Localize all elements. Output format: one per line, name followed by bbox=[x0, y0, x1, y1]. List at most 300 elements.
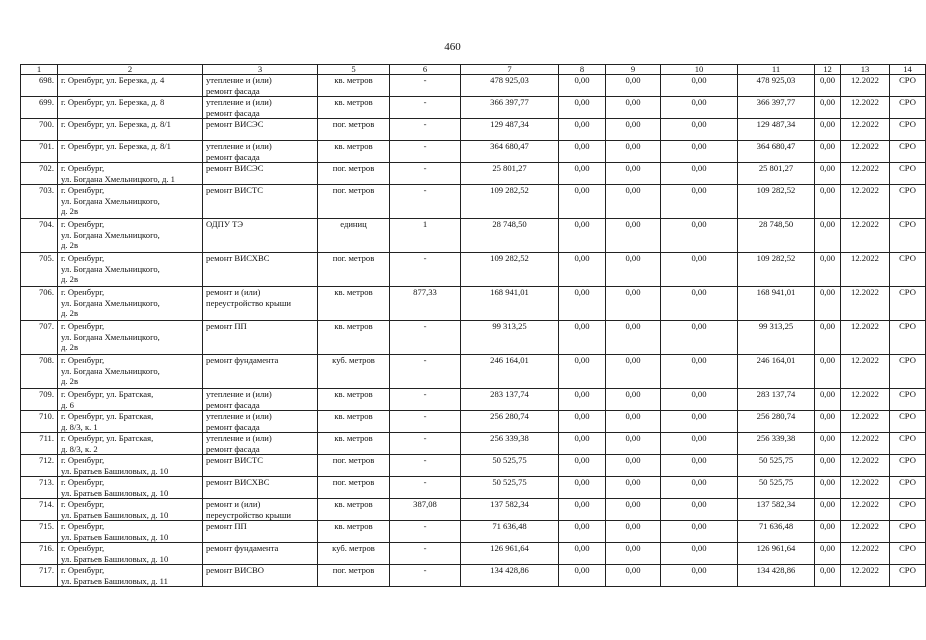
work-type-cell bbox=[203, 543, 318, 565]
unit-cell: кв. метров bbox=[318, 433, 390, 455]
address-cell-line: г. Оренбург, bbox=[61, 499, 105, 509]
other-funds-cell: 0,00 bbox=[815, 219, 841, 253]
volume-cell: 877,33 bbox=[390, 287, 461, 321]
fund-cell: 0,00 bbox=[559, 75, 606, 97]
col-header: 6 bbox=[390, 65, 461, 75]
work-type-cell-line: ремонт фасада bbox=[206, 107, 260, 118]
work-type-cell bbox=[203, 185, 318, 219]
total-cost-cell: 28 748,50 bbox=[461, 219, 559, 253]
work-type-cell bbox=[203, 219, 318, 253]
local-budget-cell: 0,00 bbox=[661, 389, 738, 411]
volume-cell: - bbox=[390, 389, 461, 411]
volume-cell: - bbox=[390, 253, 461, 287]
budget-cell: 0,00 bbox=[606, 75, 661, 97]
work-type-cell-line: ремонт ПП bbox=[206, 521, 247, 531]
volume-cell: - bbox=[390, 455, 461, 477]
col-header: 7 bbox=[461, 65, 559, 75]
total-cost-cell: 137 582,34 bbox=[461, 499, 559, 521]
row-number: 714. bbox=[21, 499, 58, 521]
volume-cell: - bbox=[390, 565, 461, 587]
deadline-cell: 12.2022 bbox=[841, 355, 890, 389]
deadline-cell: 12.2022 bbox=[841, 521, 890, 543]
owner-funds-cell: 99 313,25 bbox=[738, 321, 815, 355]
address-cell-line: д. 2в bbox=[61, 206, 79, 216]
table-row bbox=[21, 219, 926, 253]
budget-cell: 0,00 bbox=[606, 477, 661, 499]
local-budget-cell: 0,00 bbox=[661, 321, 738, 355]
row-number: 715. bbox=[21, 521, 58, 543]
work-type-cell bbox=[203, 521, 318, 543]
volume-cell: - bbox=[390, 521, 461, 543]
other-funds-cell: 0,00 bbox=[815, 521, 841, 543]
work-type-cell-line: утепление и (или) bbox=[206, 97, 272, 107]
deadline-cell: 12.2022 bbox=[841, 287, 890, 321]
other-funds-cell: 0,00 bbox=[815, 321, 841, 355]
work-type-cell-line: утепление и (или) bbox=[206, 389, 272, 399]
address-cell bbox=[58, 253, 203, 287]
col-header: 10 bbox=[661, 65, 738, 75]
address-cell bbox=[58, 455, 203, 477]
owner-funds-cell: 283 137,74 bbox=[738, 389, 815, 411]
local-budget-cell: 0,00 bbox=[661, 355, 738, 389]
fund-cell: 0,00 bbox=[559, 141, 606, 163]
work-type-cell-line: ремонт ПП bbox=[206, 321, 247, 331]
total-cost-cell: 71 636,48 bbox=[461, 521, 559, 543]
volume-cell: - bbox=[390, 141, 461, 163]
local-budget-cell: 0,00 bbox=[661, 477, 738, 499]
col-header: 5 bbox=[318, 65, 390, 75]
work-type-cell-line: ремонт ВИСЭС bbox=[206, 119, 264, 129]
owner-funds-cell: 129 487,34 bbox=[738, 119, 815, 141]
address-cell-line: д. 2в bbox=[61, 342, 79, 352]
method-cell: СРО bbox=[890, 321, 926, 355]
col-header: 12 bbox=[815, 65, 841, 75]
other-funds-cell: 0,00 bbox=[815, 253, 841, 287]
table-row bbox=[21, 163, 926, 185]
owner-funds-cell: 109 282,52 bbox=[738, 253, 815, 287]
address-cell-line: ул. Богдана Хмельницкого, bbox=[61, 365, 160, 376]
other-funds-cell: 0,00 bbox=[815, 119, 841, 141]
row-number: 706. bbox=[21, 287, 58, 321]
deadline-cell: 12.2022 bbox=[841, 253, 890, 287]
local-budget-cell: 0,00 bbox=[661, 75, 738, 97]
address-cell-line: д. 8/3, к. 2 bbox=[61, 443, 98, 454]
address-cell-line: д. 2в bbox=[61, 240, 79, 250]
address-cell-line: д. 8/3, к. 1 bbox=[61, 421, 98, 432]
unit-cell: единиц bbox=[318, 219, 390, 253]
budget-cell: 0,00 bbox=[606, 389, 661, 411]
row-number: 704. bbox=[21, 219, 58, 253]
table-row bbox=[21, 543, 926, 565]
work-type-cell bbox=[203, 433, 318, 455]
address-cell-line: г. Оренбург, bbox=[61, 355, 105, 365]
fund-cell: 0,00 bbox=[559, 355, 606, 389]
unit-cell: кв. метров bbox=[318, 97, 390, 119]
address-cell bbox=[58, 355, 203, 389]
method-cell: СРО bbox=[890, 455, 926, 477]
total-cost-cell: 168 941,01 bbox=[461, 287, 559, 321]
table-row bbox=[21, 433, 926, 455]
total-cost-cell: 109 282,52 bbox=[461, 185, 559, 219]
local-budget-cell: 0,00 bbox=[661, 119, 738, 141]
row-number: 698. bbox=[21, 75, 58, 97]
budget-cell: 0,00 bbox=[606, 565, 661, 587]
work-type-cell bbox=[203, 477, 318, 499]
work-type-cell-line: ремонт ВИСЭС bbox=[206, 163, 264, 173]
work-type-cell-line: ОДПУ ТЭ bbox=[206, 219, 244, 229]
owner-funds-cell: 256 339,38 bbox=[738, 433, 815, 455]
volume-cell: - bbox=[390, 163, 461, 185]
address-cell bbox=[58, 75, 203, 97]
work-type-cell-line: ремонт фасада bbox=[206, 151, 260, 162]
local-budget-cell: 0,00 bbox=[661, 455, 738, 477]
fund-cell: 0,00 bbox=[559, 185, 606, 219]
row-number: 716. bbox=[21, 543, 58, 565]
work-type-cell bbox=[203, 97, 318, 119]
address-cell bbox=[58, 565, 203, 587]
local-budget-cell: 0,00 bbox=[661, 253, 738, 287]
local-budget-cell: 0,00 bbox=[661, 287, 738, 321]
other-funds-cell: 0,00 bbox=[815, 97, 841, 119]
total-cost-cell: 283 137,74 bbox=[461, 389, 559, 411]
column-number-row bbox=[21, 65, 926, 75]
method-cell: СРО bbox=[890, 119, 926, 141]
work-type-cell bbox=[203, 119, 318, 141]
total-cost-cell: 478 925,03 bbox=[461, 75, 559, 97]
address-cell bbox=[58, 543, 203, 565]
fund-cell: 0,00 bbox=[559, 565, 606, 587]
owner-funds-cell: 25 801,27 bbox=[738, 163, 815, 185]
method-cell: СРО bbox=[890, 97, 926, 119]
other-funds-cell: 0,00 bbox=[815, 455, 841, 477]
budget-cell: 0,00 bbox=[606, 253, 661, 287]
owner-funds-cell: 366 397,77 bbox=[738, 97, 815, 119]
volume-cell: 1 bbox=[390, 219, 461, 253]
address-cell-line: ул. Богдана Хмельницкого, bbox=[61, 263, 160, 274]
deadline-cell: 12.2022 bbox=[841, 433, 890, 455]
other-funds-cell: 0,00 bbox=[815, 499, 841, 521]
unit-cell: кв. метров bbox=[318, 521, 390, 543]
other-funds-cell: 0,00 bbox=[815, 287, 841, 321]
owner-funds-cell: 50 525,75 bbox=[738, 477, 815, 499]
row-number: 705. bbox=[21, 253, 58, 287]
address-cell-line: г. Оренбург, bbox=[61, 455, 105, 465]
work-type-cell-line: ремонт ВИСВО bbox=[206, 565, 264, 575]
deadline-cell: 12.2022 bbox=[841, 455, 890, 477]
row-number: 707. bbox=[21, 321, 58, 355]
volume-cell: - bbox=[390, 543, 461, 565]
deadline-cell: 12.2022 bbox=[841, 543, 890, 565]
budget-cell: 0,00 bbox=[606, 163, 661, 185]
local-budget-cell: 0,00 bbox=[661, 543, 738, 565]
fund-cell: 0,00 bbox=[559, 499, 606, 521]
fund-cell: 0,00 bbox=[559, 455, 606, 477]
other-funds-cell: 0,00 bbox=[815, 75, 841, 97]
row-number: 703. bbox=[21, 185, 58, 219]
other-funds-cell: 0,00 bbox=[815, 565, 841, 587]
row-number: 700. bbox=[21, 119, 58, 141]
total-cost-cell: 129 487,34 bbox=[461, 119, 559, 141]
budget-cell: 0,00 bbox=[606, 455, 661, 477]
work-type-cell-line: ремонт ВИСХВС bbox=[206, 477, 270, 487]
table-row bbox=[21, 455, 926, 477]
volume-cell: - bbox=[390, 477, 461, 499]
address-cell-line: г. Оренбург, bbox=[61, 521, 105, 531]
work-type-cell-line: ремонт ВИСТС bbox=[206, 455, 264, 465]
address-cell bbox=[58, 499, 203, 521]
method-cell: СРО bbox=[890, 521, 926, 543]
work-type-cell bbox=[203, 75, 318, 97]
deadline-cell: 12.2022 bbox=[841, 411, 890, 433]
row-number: 713. bbox=[21, 477, 58, 499]
address-cell bbox=[58, 185, 203, 219]
address-cell-line: г. Оренбург, bbox=[61, 185, 105, 195]
address-cell bbox=[58, 219, 203, 253]
method-cell: СРО bbox=[890, 141, 926, 163]
deadline-cell: 12.2022 bbox=[841, 119, 890, 141]
table-row bbox=[21, 97, 926, 119]
fund-cell: 0,00 bbox=[559, 321, 606, 355]
row-number: 699. bbox=[21, 97, 58, 119]
owner-funds-cell: 28 748,50 bbox=[738, 219, 815, 253]
fund-cell: 0,00 bbox=[559, 411, 606, 433]
table-row bbox=[21, 119, 926, 141]
address-cell-line: ул. Братьев Башиловых, д. 10 bbox=[61, 465, 169, 476]
table-row bbox=[21, 141, 926, 163]
work-type-cell-line: утепление и (или) bbox=[206, 411, 272, 421]
total-cost-cell: 50 525,75 bbox=[461, 455, 559, 477]
budget-cell: 0,00 bbox=[606, 287, 661, 321]
address-cell-line: ул. Братьев Башиловых, д. 10 bbox=[61, 531, 169, 542]
address-cell bbox=[58, 141, 203, 163]
unit-cell: кв. метров bbox=[318, 287, 390, 321]
owner-funds-cell: 478 925,03 bbox=[738, 75, 815, 97]
work-type-cell bbox=[203, 321, 318, 355]
local-budget-cell: 0,00 bbox=[661, 521, 738, 543]
unit-cell: кв. метров bbox=[318, 411, 390, 433]
unit-cell: кв. метров bbox=[318, 499, 390, 521]
work-type-cell-line: утепление и (или) bbox=[206, 433, 272, 443]
address-cell-line: г. Оренбург, bbox=[61, 253, 105, 263]
volume-cell: - bbox=[390, 411, 461, 433]
owner-funds-cell: 109 282,52 bbox=[738, 185, 815, 219]
fund-cell: 0,00 bbox=[559, 287, 606, 321]
address-cell-line: ул. Богдана Хмельницкого, д. 1 bbox=[61, 173, 175, 184]
total-cost-cell: 134 428,86 bbox=[461, 565, 559, 587]
work-type-cell-line: ремонт ВИСТС bbox=[206, 185, 264, 195]
total-cost-cell: 364 680,47 bbox=[461, 141, 559, 163]
table-row bbox=[21, 521, 926, 543]
budget-cell: 0,00 bbox=[606, 185, 661, 219]
address-cell-line: ул. Братьев Башиловых, д. 10 bbox=[61, 509, 169, 520]
method-cell: СРО bbox=[890, 287, 926, 321]
table-row bbox=[21, 389, 926, 411]
address-cell-line: г. Оренбург, ул. Березка, д. 8/1 bbox=[61, 141, 171, 151]
other-funds-cell: 0,00 bbox=[815, 163, 841, 185]
work-type-cell-line: ремонт фасада bbox=[206, 399, 260, 410]
work-type-cell bbox=[203, 253, 318, 287]
address-cell bbox=[58, 321, 203, 355]
fund-cell: 0,00 bbox=[559, 433, 606, 455]
other-funds-cell: 0,00 bbox=[815, 141, 841, 163]
unit-cell: кв. метров bbox=[318, 321, 390, 355]
budget-cell: 0,00 bbox=[606, 521, 661, 543]
work-type-cell-line: переустройство крыши bbox=[206, 509, 291, 520]
total-cost-cell: 366 397,77 bbox=[461, 97, 559, 119]
other-funds-cell: 0,00 bbox=[815, 477, 841, 499]
unit-cell: кв. метров bbox=[318, 141, 390, 163]
row-number: 702. bbox=[21, 163, 58, 185]
local-budget-cell: 0,00 bbox=[661, 185, 738, 219]
total-cost-cell: 25 801,27 bbox=[461, 163, 559, 185]
address-cell bbox=[58, 163, 203, 185]
total-cost-cell: 256 339,38 bbox=[461, 433, 559, 455]
address-cell-line: г. Оренбург, ул. Братская, bbox=[61, 433, 154, 443]
other-funds-cell: 0,00 bbox=[815, 433, 841, 455]
budget-cell: 0,00 bbox=[606, 355, 661, 389]
row-number: 710. bbox=[21, 411, 58, 433]
address-cell-line: г. Оренбург, bbox=[61, 321, 105, 331]
owner-funds-cell: 134 428,86 bbox=[738, 565, 815, 587]
other-funds-cell: 0,00 bbox=[815, 185, 841, 219]
volume-cell: - bbox=[390, 185, 461, 219]
address-cell bbox=[58, 411, 203, 433]
address-cell-line: г. Оренбург, ул. Березка, д. 8/1 bbox=[61, 119, 171, 129]
fund-cell: 0,00 bbox=[559, 389, 606, 411]
budget-cell: 0,00 bbox=[606, 321, 661, 355]
table-row bbox=[21, 321, 926, 355]
fund-cell: 0,00 bbox=[559, 163, 606, 185]
table-row bbox=[21, 499, 926, 521]
work-type-cell-line: ремонт и (или) bbox=[206, 287, 261, 297]
col-header: 2 bbox=[58, 65, 203, 75]
work-type-cell-line: переустройство крыши bbox=[206, 297, 291, 308]
table-row bbox=[21, 185, 926, 219]
row-number: 708. bbox=[21, 355, 58, 389]
fund-cell: 0,00 bbox=[559, 219, 606, 253]
col-header: 9 bbox=[606, 65, 661, 75]
deadline-cell: 12.2022 bbox=[841, 499, 890, 521]
owner-funds-cell: 168 941,01 bbox=[738, 287, 815, 321]
address-cell-line: г. Оренбург, ул. Братская, bbox=[61, 411, 154, 421]
total-cost-cell: 99 313,25 bbox=[461, 321, 559, 355]
other-funds-cell: 0,00 bbox=[815, 389, 841, 411]
address-cell-line: ул. Братьев Башиловых, д. 11 bbox=[61, 575, 168, 586]
owner-funds-cell: 126 961,64 bbox=[738, 543, 815, 565]
budget-cell: 0,00 bbox=[606, 543, 661, 565]
budget-cell: 0,00 bbox=[606, 433, 661, 455]
owner-funds-cell: 50 525,75 bbox=[738, 455, 815, 477]
unit-cell: кв. метров bbox=[318, 389, 390, 411]
owner-funds-cell: 137 582,34 bbox=[738, 499, 815, 521]
table-row bbox=[21, 355, 926, 389]
address-cell-line: ул. Братьев Башиловых, д. 10 bbox=[61, 487, 169, 498]
address-cell-line: г. Оренбург, bbox=[61, 287, 105, 297]
volume-cell: - bbox=[390, 97, 461, 119]
row-number: 711. bbox=[21, 433, 58, 455]
unit-cell: куб. метров bbox=[318, 543, 390, 565]
address-cell-line: ул. Богдана Хмельницкого, bbox=[61, 331, 160, 342]
local-budget-cell: 0,00 bbox=[661, 411, 738, 433]
row-number: 701. bbox=[21, 141, 58, 163]
address-cell bbox=[58, 389, 203, 411]
work-type-cell-line: ремонт и (или) bbox=[206, 499, 261, 509]
unit-cell: куб. метров bbox=[318, 355, 390, 389]
local-budget-cell: 0,00 bbox=[661, 97, 738, 119]
register-table bbox=[20, 64, 926, 587]
budget-cell: 0,00 bbox=[606, 219, 661, 253]
address-cell-line: г. Оренбург, bbox=[61, 163, 105, 173]
unit-cell: пог. метров bbox=[318, 119, 390, 141]
work-type-cell bbox=[203, 287, 318, 321]
address-cell bbox=[58, 477, 203, 499]
address-cell bbox=[58, 97, 203, 119]
work-type-cell bbox=[203, 141, 318, 163]
address-cell bbox=[58, 433, 203, 455]
address-cell-line: г. Оренбург, bbox=[61, 565, 105, 575]
address-cell-line: д. 2в bbox=[61, 308, 79, 318]
table-row bbox=[21, 477, 926, 499]
other-funds-cell: 0,00 bbox=[815, 543, 841, 565]
address-cell-line: г. Оренбург, bbox=[61, 477, 105, 487]
unit-cell: пог. метров bbox=[318, 253, 390, 287]
method-cell: СРО bbox=[890, 219, 926, 253]
work-type-cell-line: ремонт фасада bbox=[206, 421, 260, 432]
fund-cell: 0,00 bbox=[559, 253, 606, 287]
address-cell-line: ул. Богдана Хмельницкого, bbox=[61, 229, 160, 240]
address-cell-line: ул. Братьев Башиловых, д. 10 bbox=[61, 553, 169, 564]
work-type-cell bbox=[203, 455, 318, 477]
col-header: 11 bbox=[738, 65, 815, 75]
local-budget-cell: 0,00 bbox=[661, 499, 738, 521]
other-funds-cell: 0,00 bbox=[815, 411, 841, 433]
local-budget-cell: 0,00 bbox=[661, 163, 738, 185]
deadline-cell: 12.2022 bbox=[841, 97, 890, 119]
local-budget-cell: 0,00 bbox=[661, 433, 738, 455]
row-number: 709. bbox=[21, 389, 58, 411]
volume-cell: - bbox=[390, 119, 461, 141]
work-type-cell-line: ремонт фасада bbox=[206, 443, 260, 454]
work-type-cell bbox=[203, 389, 318, 411]
row-number: 717. bbox=[21, 565, 58, 587]
address-cell-line: г. Оренбург, ул. Березка, д. 4 bbox=[61, 75, 165, 85]
work-type-cell bbox=[203, 499, 318, 521]
col-header: 1 bbox=[21, 65, 58, 75]
local-budget-cell: 0,00 bbox=[661, 565, 738, 587]
fund-cell: 0,00 bbox=[559, 477, 606, 499]
table-row bbox=[21, 411, 926, 433]
method-cell: СРО bbox=[890, 389, 926, 411]
owner-funds-cell: 71 636,48 bbox=[738, 521, 815, 543]
fund-cell: 0,00 bbox=[559, 543, 606, 565]
owner-funds-cell: 256 280,74 bbox=[738, 411, 815, 433]
deadline-cell: 12.2022 bbox=[841, 389, 890, 411]
work-type-cell-line: утепление и (или) bbox=[206, 141, 272, 151]
address-cell-line: д. 2в bbox=[61, 376, 79, 386]
fund-cell: 0,00 bbox=[559, 97, 606, 119]
col-header: 3 bbox=[203, 65, 318, 75]
table-body bbox=[21, 65, 926, 587]
table-row bbox=[21, 75, 926, 97]
fund-cell: 0,00 bbox=[559, 521, 606, 543]
deadline-cell: 12.2022 bbox=[841, 477, 890, 499]
row-number: 712. bbox=[21, 455, 58, 477]
unit-cell: пог. метров bbox=[318, 185, 390, 219]
unit-cell: кв. метров bbox=[318, 75, 390, 97]
total-cost-cell: 109 282,52 bbox=[461, 253, 559, 287]
address-cell-line: г. Оренбург, bbox=[61, 543, 105, 553]
method-cell: СРО bbox=[890, 433, 926, 455]
